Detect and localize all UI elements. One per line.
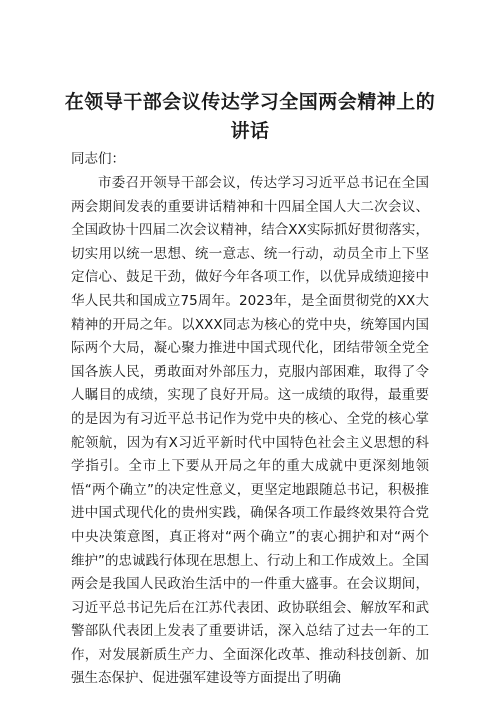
salutation: 同志们： [71, 151, 125, 167]
body-paragraph: 市委召开领导干部会议，传达学习习近平总书记在全国两会期间发表的重要讲话精神和十四届全国人大二次会议、全国政协十四届二次会议精神，结合XX实际抓好贯彻落实，切实用以统一思想、统一意志、统一行动，动员全市上下坚定信心、鼓足干劲，做好今年各项工作，以优异成绩迎接中华人民共和国成立75周年。2023年，是全面贯彻党的XX大精神的开局之年。以XXX同志为核心的党中央，统筹国内国际两个大局，凝心聚力推进中国式现代化，团结带领全党全国各族人民，勇敢面对外部压力，克服内部困难，取得了令人瞩目的成绩，实现了良好开局。这一成绩的取得，最重要的是因为有习近平总书记作为党中央的核心、全党的核心掌舵领航，因为有X习近平新时代中国特色社会主义思想的科学指引。全市上下要从开局之年的重大成就中更深刻地领悟“两个确立”的决定性意义，更坚定地跟随总书记，积极推进中国式现代化的贵州实践，确保各项工作最终效果符合党中央决策意图，真正将对“两个确立”的衷心拥护和对“两个维护”的忠诚践行体现在思想上、行动上和工作成效上。全国两会是我国人民政治生活中的一件重大盛事。在会议期间，习近平总书记先后在江苏代表团、政协联组会、解放军和武警部队代表团上发表了重要讲话，深入总结了过去一年的工作，对发展新质生产力、全面深化改革、推动科技创新、加强生态保护、促进强军建设等方面提出了明确 [71, 175, 429, 687]
document-title: 在领导干部会议传达学习全国两会精神上的讲话 [64, 91, 436, 142]
